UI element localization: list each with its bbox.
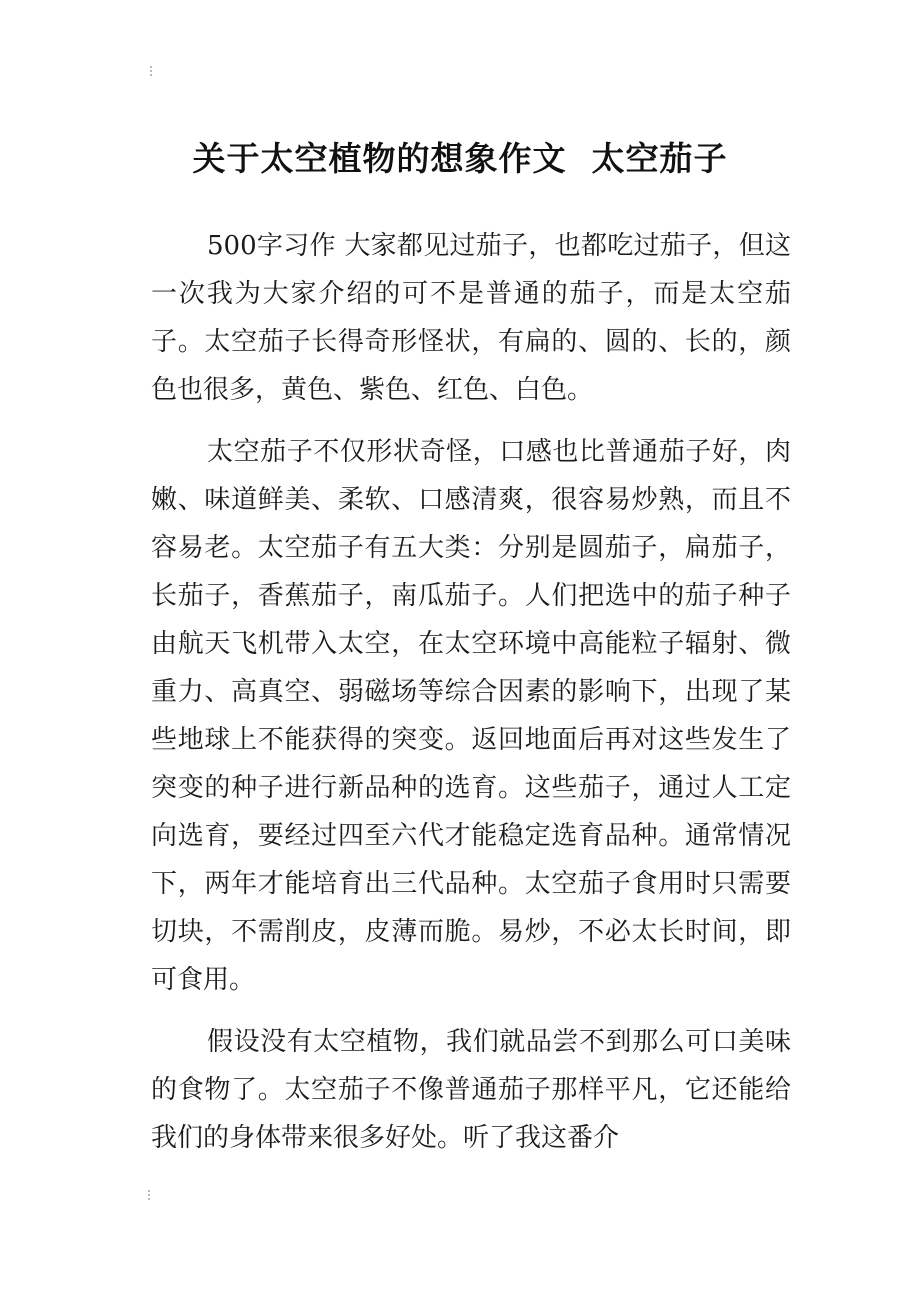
crop-mark-top	[147, 66, 155, 78]
page-title: 关于太空植物的想象作文 太空茄子	[192, 139, 728, 179]
article-body	[151, 222, 791, 1176]
crop-mark-bottom	[145, 1190, 153, 1202]
paragraph-3: 假设没有太空植物，我们就品尝不到那么可口美味的食物了。太空茄子不像普通茄子那样平凡，它还能给我们的身体带来很多好处。听了我这番介	[151, 1027, 791, 1153]
paragraph-2: 太空茄子不仅形状奇怪，口感也比普通茄子好，肉嫩、味道鲜美、柔软、口感清爽，很容易炒熟，而且不容易老。太空茄子有五大类：分别是圆茄子，扁茄子，长茄子，香蕉茄子，南瓜茄子。人们把选中的茄子种子由航天飞机带入太空，在太空环境中高能粒子辐射、微重力、高真空、弱磁场等综合因素的影响下，出现了某些地球上不能获得的突变。返回地面后再对这些发生了突变的种子进行新品种的选育。这些茄子，通过人工定向选育，要经过四至六代才能稳定选育品种。通常情况下，两年才能培育出三代品种。太空茄子食用时只需要切块，不需削皮，皮薄而脆。易炒，不必太长时间，即可食用。	[151, 437, 791, 995]
paragraph-1: 500字习作 大家都见过茄子，也都吃过茄子，但这一次我为大家介绍的可不是普通的茄子，而是太空茄子。太空茄子长得奇形怪状，有扁的、圆的、长的，颜色也很多，黄色、紫色、红色、白色。	[151, 231, 791, 405]
